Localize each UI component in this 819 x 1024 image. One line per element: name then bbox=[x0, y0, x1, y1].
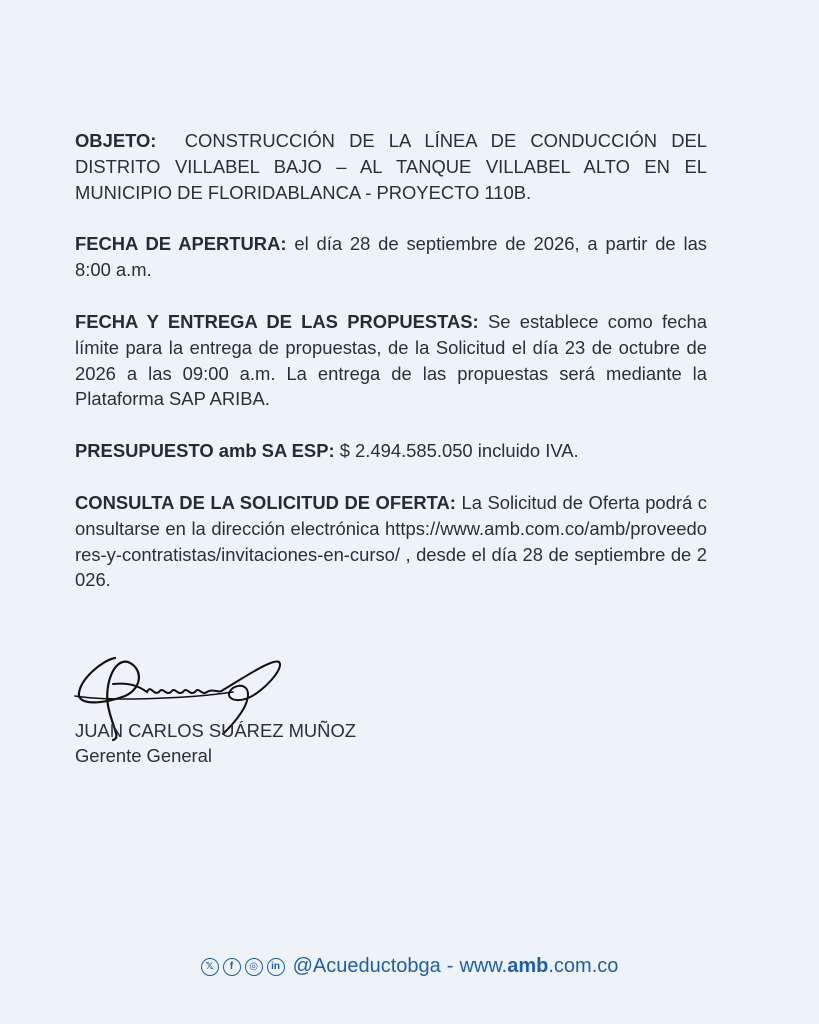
objeto-paragraph bbox=[75, 128, 707, 205]
website-suffix: .com.co bbox=[548, 955, 619, 977]
entrega-paragraph bbox=[75, 309, 707, 412]
facebook-icon[interactable]: f bbox=[223, 958, 241, 976]
apertura-text: el día 28 de septiembre de 2026, a partir de las 8:00 a.m. bbox=[75, 233, 707, 281]
footer bbox=[0, 955, 819, 978]
presupuesto-text: $ 2.494.585.050 incluido IVA. bbox=[339, 440, 579, 462]
apertura-label: FECHA DE APERTURA: bbox=[75, 233, 287, 255]
presupuesto-label: PRESUPUESTO amb SA ESP: bbox=[75, 440, 335, 462]
website-brand: amb bbox=[507, 955, 549, 977]
social-icons bbox=[201, 958, 285, 976]
consulta-text: La Solicitud de Oferta podrá consultarse en la dirección electrónica https://www.amb.com.co/amb/proveedores-y-contratistas/invitaciones-en-curso/ , desde el día 28 de septiembre de 2026. bbox=[75, 491, 707, 591]
signature-block bbox=[75, 648, 475, 778]
consulta-label: CONSULTA DE LA SOLICITUD DE OFERTA: bbox=[75, 491, 456, 513]
presupuesto-paragraph bbox=[75, 438, 707, 464]
entrega-label: FECHA Y ENTREGA DE LAS PROPUESTAS: bbox=[75, 310, 479, 332]
entrega-text: Se establece como fecha límite para la entrega de propuestas, de la Solicitud el día 23 de octubre de 2026 a las 09:00 a.m. La entrega de las propuestas será mediante la Plataforma SAP ARIBA. bbox=[75, 310, 707, 410]
signer-name: JUAN CARLOS SUÁREZ MUÑOZ bbox=[75, 720, 356, 741]
x-icon[interactable]: 𝕏 bbox=[201, 958, 219, 976]
website-link[interactable] bbox=[459, 955, 618, 978]
signer-role: Gerente General bbox=[75, 745, 212, 766]
instagram-icon[interactable]: ◎ bbox=[245, 958, 263, 976]
consulta-paragraph bbox=[75, 490, 707, 593]
website-prefix: www. bbox=[459, 955, 508, 977]
document-body bbox=[75, 128, 707, 619]
footer-separator: - bbox=[446, 955, 454, 977]
linkedin-icon[interactable]: in bbox=[267, 958, 285, 976]
objeto-label: OBJETO: bbox=[75, 130, 157, 151]
apertura-paragraph bbox=[75, 231, 707, 283]
objeto-text: CONSTRUCCIÓN DE LA LÍNEA DE CONDUCCIÓN DEL DISTRITO VILLABEL BAJO – AL TANQUE VILLABEL ALTO EN EL MUNICIPIO DE FLORIDABLANCA - PROYECTO 110B. bbox=[75, 130, 707, 203]
social-handle[interactable]: @Acueductobga bbox=[292, 955, 441, 977]
